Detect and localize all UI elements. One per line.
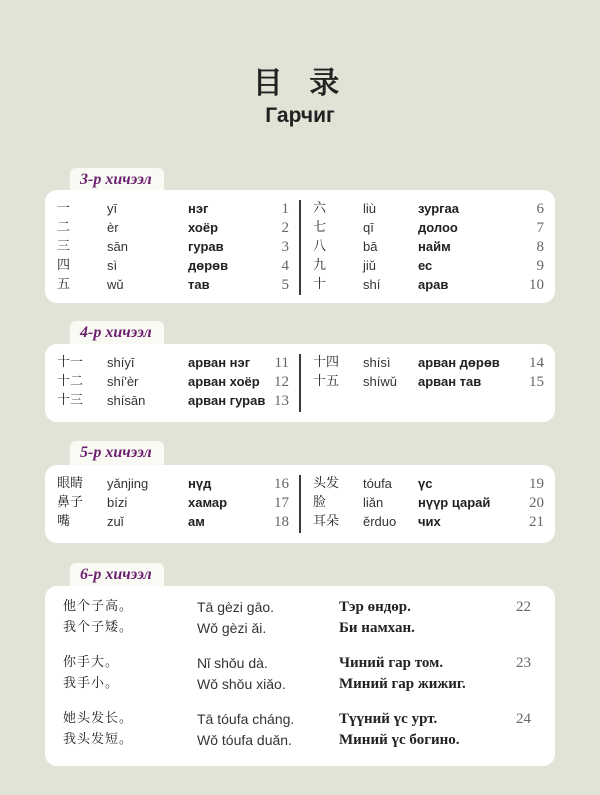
- entry-mongolian: арван гурав: [188, 393, 266, 408]
- entry-page-number: 8: [536, 239, 544, 255]
- entry-page-number: 5: [281, 277, 289, 293]
- entry-page-number: 10: [529, 277, 544, 293]
- entry-hanzi: 一: [57, 201, 71, 216]
- entry-pinyin: shísān: [107, 393, 146, 408]
- entry-mongolian: чих: [418, 514, 441, 529]
- entry-mongolian: долоо: [418, 220, 458, 235]
- entry-pinyin: wǔ: [107, 277, 124, 292]
- entry-mongolian: арван тав: [418, 374, 482, 389]
- entry-page-number: 21: [529, 514, 544, 530]
- entry-pinyin: shíwǔ: [363, 374, 397, 389]
- entry-hanzi: 七: [313, 220, 327, 235]
- sentence-mongolian: Би намхан.: [339, 620, 415, 636]
- entry-page-number: 4: [281, 258, 289, 274]
- entry-mongolian: арван нэг: [188, 355, 251, 370]
- entry-hanzi: 六: [313, 201, 327, 216]
- entry-mongolian: гурав: [188, 239, 224, 254]
- entry-page-number: 11: [274, 355, 289, 371]
- entry-page-number: 18: [274, 514, 289, 530]
- lesson-4-tab: 4-р хичээл: [70, 321, 164, 345]
- lesson-5-box: [45, 465, 555, 543]
- entry-page-number: 6: [536, 201, 544, 217]
- entry-mongolian: хоёр: [188, 220, 219, 235]
- lesson-3-box: [45, 190, 555, 303]
- entry-hanzi: 五: [57, 277, 71, 292]
- sentence-hanzi: 你手大。: [63, 655, 120, 670]
- entry-hanzi: 八: [313, 239, 327, 254]
- entry-mongolian: арван дөрөв: [418, 355, 500, 370]
- sentence-pinyin: Tā gèzi gāo.: [197, 599, 275, 615]
- sentence-pinyin: Wǒ gèzi ǎi.: [197, 620, 267, 636]
- entry-page-number: 19: [529, 476, 544, 492]
- entry-pinyin: liù: [363, 201, 377, 216]
- entry-hanzi: 十: [313, 277, 327, 292]
- entry-page-number: 16: [274, 476, 289, 492]
- entry-mongolian: ам: [188, 514, 205, 529]
- entry-mongolian: арав: [418, 277, 449, 292]
- entry-pinyin: jiǔ: [363, 258, 377, 273]
- entry-page-number: 23: [516, 655, 531, 671]
- entry-mongolian: арван хоёр: [188, 374, 260, 389]
- entry-hanzi: 十二: [57, 374, 84, 389]
- entry-pinyin: shí'èr: [107, 374, 139, 389]
- entry-mongolian: зургаа: [418, 201, 460, 216]
- entry-hanzi: 耳朵: [313, 514, 340, 529]
- lesson-4-box: [45, 344, 555, 422]
- entry-pinyin: sì: [107, 258, 118, 273]
- entry-mongolian: нэг: [188, 201, 209, 216]
- entry-page-number: 12: [274, 374, 289, 390]
- entry-hanzi: 九: [313, 258, 327, 273]
- entry-page-number: 14: [529, 355, 544, 371]
- entry-page-number: 13: [274, 393, 289, 409]
- entry-page-number: 1: [281, 201, 289, 217]
- entry-page-number: 15: [529, 374, 544, 390]
- entry-mongolian: үс: [418, 476, 433, 491]
- sentence-pinyin: Tā tóufa cháng.: [197, 711, 295, 727]
- entry-pinyin: tóufa: [363, 476, 392, 491]
- entry-mongolian: найм: [418, 239, 451, 254]
- entry-page-number: 22: [516, 599, 531, 615]
- entry-pinyin: bā: [363, 239, 378, 254]
- sentence-mongolian: Тэр өндөр.: [339, 599, 411, 615]
- entry-pinyin: liǎn: [363, 495, 384, 510]
- sentence-mongolian: Миний үс богино.: [339, 732, 460, 748]
- entry-page-number: 20: [529, 495, 544, 511]
- entry-page-number: 9: [536, 258, 544, 274]
- entry-hanzi: 十三: [57, 393, 84, 408]
- entry-pinyin: sān: [107, 239, 128, 254]
- entry-mongolian: нүүр царай: [418, 495, 491, 510]
- column-divider: [299, 354, 301, 412]
- entry-pinyin: qī: [363, 220, 374, 235]
- entry-pinyin: shí: [363, 277, 381, 292]
- lesson-6-tab: 6-р хичээл: [70, 563, 164, 587]
- page-subtitle: Гарчиг: [265, 104, 335, 127]
- entry-mongolian: тав: [188, 277, 210, 292]
- entry-hanzi: 二: [57, 220, 71, 235]
- page-title: 目 录: [252, 66, 348, 101]
- entry-hanzi: 嘴: [57, 514, 71, 529]
- entry-pinyin: bízi: [107, 495, 128, 510]
- entry-pinyin: shísì: [363, 355, 391, 370]
- entry-pinyin: yǎnjing: [107, 476, 149, 491]
- lesson-6-box: [45, 586, 555, 766]
- sentence-hanzi: 我手小。: [63, 676, 120, 691]
- entry-mongolian: нүд: [188, 476, 212, 491]
- entry-pinyin: yī: [107, 201, 118, 216]
- entry-hanzi: 十四: [313, 355, 340, 370]
- column-divider: [299, 200, 301, 295]
- column-divider: [299, 475, 301, 533]
- lesson-3-tab: 3-р хичээл: [70, 168, 164, 192]
- entry-pinyin: zuǐ: [107, 514, 124, 529]
- entry-hanzi: 十一: [57, 355, 84, 370]
- sentence-mongolian: Түүний үс урт.: [339, 711, 438, 727]
- sentence-mongolian: Миний гар жижиг.: [339, 676, 466, 692]
- entry-page-number: 7: [536, 220, 544, 236]
- sentence-mongolian: Чиний гар том.: [339, 655, 444, 671]
- entry-mongolian: дөрөв: [188, 258, 229, 273]
- entry-pinyin: ěrduo: [363, 514, 397, 529]
- entry-hanzi: 鼻子: [57, 495, 84, 510]
- entry-hanzi: 脸: [313, 495, 327, 510]
- entry-page-number: 24: [516, 711, 531, 727]
- entry-pinyin: shíyī: [107, 355, 135, 370]
- sentence-hanzi: 她头发长。: [63, 711, 134, 726]
- sentence-hanzi: 我个子矮。: [63, 620, 134, 635]
- entry-mongolian: хамар: [188, 495, 228, 510]
- entry-hanzi: 头发: [313, 476, 340, 491]
- sentence-hanzi: 他个子高。: [63, 599, 134, 614]
- entry-page-number: 17: [274, 495, 289, 511]
- entry-hanzi: 四: [57, 258, 71, 273]
- lesson-5-tab: 5-р хичээл: [70, 441, 164, 465]
- sentence-pinyin: Nǐ shǒu dà.: [197, 655, 268, 671]
- entry-mongolian: ес: [418, 258, 433, 273]
- entry-hanzi: 眼睛: [57, 476, 84, 491]
- sentence-hanzi: 我头发短。: [63, 732, 134, 747]
- entry-pinyin: èr: [107, 220, 119, 235]
- entry-hanzi: 三: [57, 239, 71, 254]
- sentence-pinyin: Wǒ shǒu xiǎo.: [197, 676, 286, 692]
- sentence-pinyin: Wǒ tóufa duǎn.: [197, 732, 292, 748]
- entry-page-number: 2: [281, 220, 289, 236]
- entry-hanzi: 十五: [313, 374, 340, 389]
- entry-page-number: 3: [281, 239, 289, 255]
